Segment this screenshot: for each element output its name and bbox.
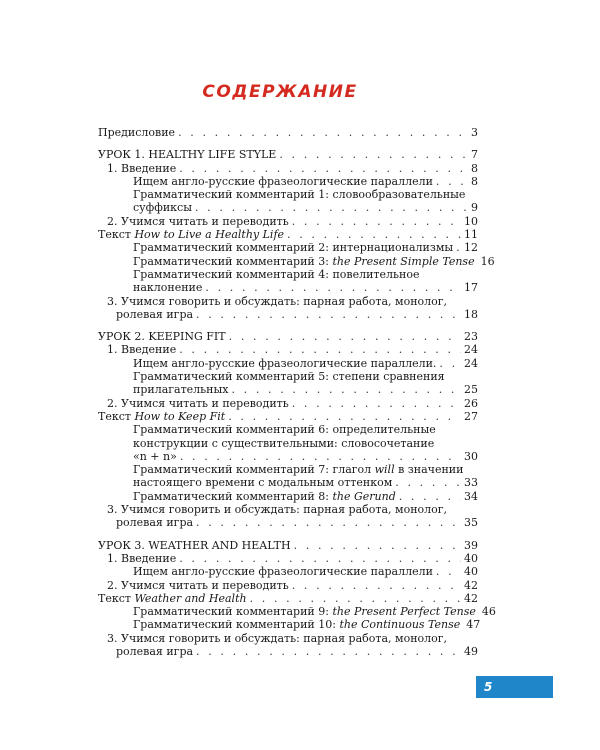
dot-leader bbox=[436, 175, 468, 188]
toc-entry-line bbox=[98, 539, 478, 552]
toc-entry[interactable] bbox=[98, 592, 478, 605]
toc-page-number: 12 bbox=[464, 241, 478, 255]
toc-page-number: 8 bbox=[471, 161, 478, 175]
toc-entry-text: Грамматический комментарий 6: определительные bbox=[133, 423, 436, 437]
toc-page-number: 9 bbox=[471, 201, 478, 215]
toc-entry-line bbox=[98, 410, 478, 423]
toc-entry[interactable] bbox=[98, 423, 478, 463]
toc-entry-line bbox=[133, 565, 478, 578]
dot-leader bbox=[196, 645, 461, 658]
toc-entry-text: конструкции с существительными: словосочетание bbox=[133, 436, 435, 450]
toc-entry[interactable] bbox=[98, 605, 496, 619]
toc-entry-text: настоящего времени с модальным оттенком bbox=[133, 476, 393, 490]
toc-entry-text: «n + n» bbox=[133, 449, 177, 463]
toc-entry-text: 1. Введение bbox=[107, 161, 177, 175]
toc-page-number: 10 bbox=[464, 214, 478, 228]
page-title: СОДЕРЖАНИЕ bbox=[202, 82, 358, 102]
toc-entry-line bbox=[133, 370, 478, 383]
toc-entry-line bbox=[107, 645, 478, 658]
toc-entry[interactable] bbox=[98, 632, 478, 659]
toc-entry-text: 1. Введение bbox=[107, 551, 177, 565]
toc-entry-line bbox=[133, 357, 478, 370]
toc-entry-line bbox=[107, 552, 478, 565]
toc-entry-line bbox=[107, 295, 478, 308]
toc-entry-line bbox=[133, 188, 478, 201]
toc-entry[interactable] bbox=[98, 215, 478, 228]
toc-entry[interactable] bbox=[98, 503, 478, 530]
dot-leader bbox=[196, 516, 461, 529]
dot-leader bbox=[292, 579, 461, 592]
dot-leader bbox=[279, 148, 468, 161]
toc-entry-text: Текст Weather and Health bbox=[98, 591, 247, 605]
toc-entry-line bbox=[107, 579, 478, 592]
dot-leader bbox=[287, 228, 461, 241]
toc-entry-line bbox=[133, 476, 478, 489]
toc-entry[interactable] bbox=[98, 268, 478, 295]
toc-entry-text: Грамматический комментарий 2: интернационализмы bbox=[133, 241, 454, 255]
toc-entry-line bbox=[107, 632, 478, 645]
dot-leader bbox=[179, 552, 461, 565]
toc-entry-text: Грамматический комментарий 8: the Gerund bbox=[133, 489, 396, 503]
toc-entry-text: УРОК 3. WEATHER AND HEALTH bbox=[98, 538, 291, 552]
dot-leader bbox=[292, 215, 461, 228]
toc-page-number: 16 bbox=[480, 254, 495, 268]
toc-entry-text: ролевая игра bbox=[116, 307, 194, 321]
toc-entry-text: Грамматический комментарий 3: the Present Simple Tense bbox=[133, 254, 475, 268]
toc-entry-text: Текст How to Keep Fit bbox=[98, 409, 226, 423]
dot-leader bbox=[178, 126, 468, 139]
toc-entry[interactable] bbox=[98, 579, 478, 592]
toc-page-number: 42 bbox=[464, 591, 478, 605]
toc-page-number: 42 bbox=[464, 578, 478, 592]
toc-entry-line bbox=[133, 241, 478, 254]
toc-entry-line bbox=[107, 343, 478, 356]
toc-entry-line bbox=[98, 148, 478, 161]
dot-leader bbox=[399, 490, 461, 503]
toc-entry-text: наклонение bbox=[133, 281, 203, 295]
dot-leader bbox=[195, 201, 468, 214]
toc-page-number: 8 bbox=[471, 174, 478, 188]
toc-entry-line bbox=[133, 201, 478, 214]
toc-page-number: 40 bbox=[464, 565, 478, 579]
toc-entry-line bbox=[98, 330, 478, 343]
toc-entry-text: Грамматический комментарий 1: словообразовательные bbox=[133, 188, 466, 202]
toc-entry[interactable] bbox=[98, 370, 478, 397]
toc-page-number: 11 bbox=[464, 228, 478, 242]
page-number-badge: 5 bbox=[476, 676, 553, 698]
toc-entry[interactable] bbox=[98, 162, 478, 175]
toc-entry-text: суффиксы bbox=[133, 201, 192, 215]
toc-entry-text: Грамматический комментарий 7: глагол will в значении bbox=[133, 463, 464, 477]
toc-page-number: 46 bbox=[481, 605, 496, 619]
toc-entry-line bbox=[133, 423, 478, 436]
toc-page-number: 26 bbox=[464, 396, 478, 410]
toc-entry[interactable] bbox=[98, 565, 478, 578]
toc-entry-text: Ищем англо-русские фразеологические параллели bbox=[133, 174, 433, 188]
toc-entry-text: прилагательных bbox=[133, 383, 229, 397]
toc-entry-text: 3. Учимся говорить и обсуждать: парная работа, монолог, bbox=[107, 503, 448, 517]
dot-leader bbox=[294, 539, 461, 552]
toc-entry[interactable] bbox=[98, 490, 478, 503]
toc-entry-text: 2. Учимся читать и переводить bbox=[107, 578, 289, 592]
toc-entry-text: Текст How to Live a Healthy Life bbox=[98, 228, 285, 242]
toc-entry-line bbox=[107, 215, 478, 228]
toc-entry-line bbox=[133, 281, 478, 294]
toc-entry-line bbox=[133, 450, 478, 463]
toc-page-number: 23 bbox=[464, 330, 478, 344]
toc-entry-text: УРОК 1. HEALTHY LIFE STYLE bbox=[98, 148, 277, 162]
toc-entry-text: Грамматический комментарий 4: повелительное bbox=[133, 267, 420, 281]
toc-page-number: 33 bbox=[464, 476, 478, 490]
dot-leader bbox=[196, 308, 461, 321]
toc-entry-line bbox=[107, 397, 478, 410]
toc-entry-line bbox=[107, 503, 478, 516]
toc-entry-line bbox=[107, 308, 478, 321]
toc-page-number: 18 bbox=[464, 307, 478, 321]
toc-entry-text: Ищем англо-русские фразеологические параллели. bbox=[133, 356, 437, 370]
toc-entry-text: 3. Учимся говорить и обсуждать: парная работа, монолог, bbox=[107, 294, 448, 308]
dot-leader bbox=[231, 383, 461, 396]
toc-entry-text: УРОК 2. KEEPING FIT bbox=[98, 330, 226, 344]
toc-page-number: 34 bbox=[464, 489, 478, 503]
toc-entry[interactable] bbox=[98, 241, 478, 254]
toc-entry-line bbox=[107, 516, 478, 529]
toc-entry[interactable] bbox=[98, 463, 478, 490]
toc-entry-line bbox=[98, 592, 478, 605]
toc-entry-line bbox=[133, 383, 478, 396]
toc-entry[interactable] bbox=[98, 552, 478, 565]
toc-entry-text: Предисловие bbox=[98, 126, 176, 139]
dot-leader bbox=[205, 281, 461, 294]
dot-leader bbox=[250, 592, 461, 605]
toc-page-number: 40 bbox=[464, 551, 478, 565]
dot-leader bbox=[180, 450, 461, 463]
toc-entry-line bbox=[133, 175, 478, 188]
toc-page-number: 24 bbox=[464, 343, 478, 357]
toc-entry[interactable] bbox=[98, 175, 478, 188]
toc-page-number: 35 bbox=[464, 516, 478, 530]
toc-entry-line bbox=[133, 618, 481, 632]
toc-entry-line bbox=[107, 162, 478, 175]
toc-entry[interactable] bbox=[98, 254, 495, 268]
toc-entry-text: 3. Учимся говорить и обсуждать: парная работа, монолог, bbox=[107, 631, 448, 645]
toc-entry[interactable] bbox=[98, 618, 481, 632]
toc-page-number: 39 bbox=[464, 538, 478, 552]
toc-entry[interactable] bbox=[98, 397, 478, 410]
toc-page-number: 27 bbox=[464, 409, 478, 423]
toc-entry-text: Грамматический комментарий 5: степени сравнения bbox=[133, 370, 445, 384]
toc-entry[interactable] bbox=[98, 126, 478, 139]
toc-page-number: 30 bbox=[464, 449, 478, 463]
toc-entry[interactable] bbox=[98, 188, 478, 215]
toc-page-number: 49 bbox=[464, 644, 478, 658]
toc-entry-text: ролевая игра bbox=[116, 644, 194, 658]
toc-entry-text: 2. Учимся читать и переводить bbox=[107, 396, 289, 410]
toc-page-number: 7 bbox=[471, 148, 478, 162]
toc-entry-line bbox=[133, 605, 496, 619]
toc-entry-line bbox=[133, 490, 478, 503]
toc-page-number: 3 bbox=[471, 126, 478, 139]
toc-entry[interactable] bbox=[98, 539, 478, 552]
toc-entry-line bbox=[133, 254, 495, 268]
toc-entry[interactable] bbox=[98, 357, 478, 370]
toc-entry-text: ролевая игра bbox=[116, 516, 194, 530]
toc-entry-text: Грамматический комментарий 9: the Present Perfect Tense bbox=[133, 605, 476, 619]
dot-leader bbox=[439, 357, 461, 370]
toc-entry[interactable] bbox=[98, 228, 478, 241]
dot-leader bbox=[229, 330, 461, 343]
toc-entry-line bbox=[133, 268, 478, 281]
toc-entry[interactable] bbox=[98, 295, 478, 322]
dot-leader bbox=[292, 397, 461, 410]
toc-entry-text: Грамматический комментарий 10: the Continuous Tense bbox=[133, 618, 461, 632]
toc-entry[interactable] bbox=[98, 330, 478, 343]
toc-entry-line bbox=[133, 463, 478, 476]
table-of-contents bbox=[98, 126, 496, 658]
dot-leader bbox=[179, 162, 468, 175]
toc-entry-line bbox=[98, 126, 478, 139]
toc-entry[interactable] bbox=[98, 148, 478, 161]
dot-leader bbox=[395, 476, 461, 489]
toc-entry-text: 1. Введение bbox=[107, 343, 177, 357]
toc-page-number: 24 bbox=[464, 356, 478, 370]
toc-page-number: 47 bbox=[466, 618, 481, 632]
dot-leader bbox=[436, 565, 461, 578]
toc-entry-text: Ищем англо-русские фразеологические параллели bbox=[133, 565, 433, 579]
toc-page-number: 25 bbox=[464, 383, 478, 397]
dot-leader bbox=[228, 410, 461, 423]
toc-entry[interactable] bbox=[98, 343, 478, 356]
toc-entry-line bbox=[133, 437, 478, 450]
toc-entry[interactable] bbox=[98, 410, 478, 423]
toc-page-number: 17 bbox=[464, 281, 478, 295]
toc-entry-line bbox=[98, 228, 478, 241]
toc-entry-text: 2. Учимся читать и переводить bbox=[107, 214, 289, 228]
dot-leader bbox=[179, 343, 461, 356]
